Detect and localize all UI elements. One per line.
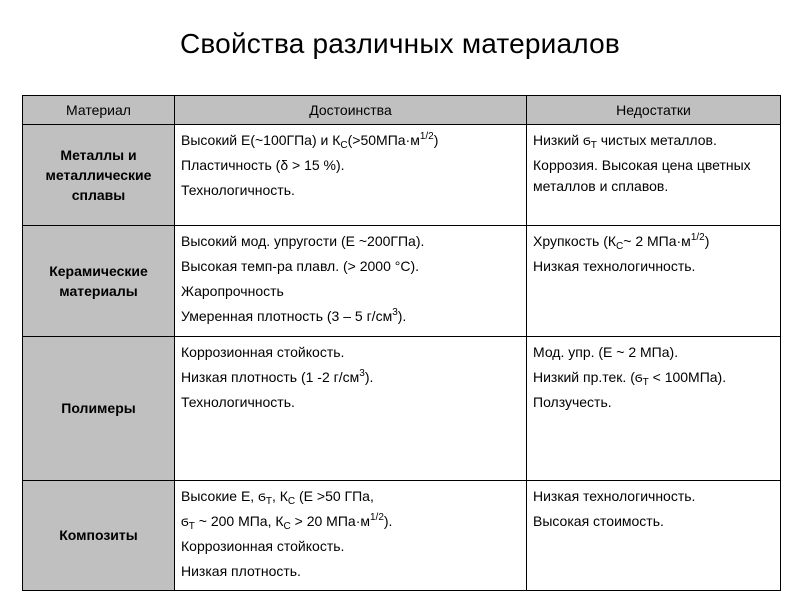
material-name-line: Керамические xyxy=(49,262,148,279)
text-run: Высокий Е(~100ГПа) и К xyxy=(181,132,341,148)
text-run: чистых металлов. xyxy=(596,132,717,148)
text-run: Технологичность. xyxy=(181,182,295,198)
disadvantage-item xyxy=(533,392,774,413)
disadvantage-item xyxy=(533,256,774,277)
text-run: (>50МПа·м xyxy=(347,132,420,148)
text-run: , К xyxy=(271,488,288,504)
text-run: Ползучесть. xyxy=(533,394,612,410)
advantage-item xyxy=(181,561,520,582)
text-run: Высокая стоимость. xyxy=(533,513,664,529)
disadvantage-item xyxy=(533,231,774,252)
text-run: Низкая технологичность. xyxy=(533,488,696,504)
disadvantages-cell xyxy=(527,481,781,591)
subscript-text: С xyxy=(287,496,296,507)
text-run: ) xyxy=(704,233,710,249)
subscript-text: С xyxy=(340,140,348,151)
advantages-cell xyxy=(175,337,527,481)
advantage-item xyxy=(181,367,520,388)
disadvantages-cell xyxy=(527,226,781,337)
header-material: Материал xyxy=(23,96,175,125)
material-cell xyxy=(23,226,175,337)
material-cell xyxy=(23,481,175,591)
text-run: ). xyxy=(383,513,393,529)
disadvantages-cell xyxy=(527,337,781,481)
advantage-item xyxy=(181,392,520,413)
text-run: Высокая темп-ра плавл. (> 2000 °С). xyxy=(181,258,420,274)
material-name-line: Металлы и xyxy=(60,146,137,163)
advantage-item xyxy=(181,536,520,557)
advantage-item xyxy=(181,180,520,201)
advantages-cell xyxy=(175,125,527,226)
text-run: Низкий ϭ xyxy=(533,132,591,148)
advantage-item xyxy=(181,281,520,302)
subscript-text: С xyxy=(283,521,291,532)
text-run: Умеренная плотность (3 – 5 г/см xyxy=(181,308,393,324)
text-run: Низкая плотность. xyxy=(181,563,301,579)
subscript-text: С xyxy=(616,241,624,252)
disadvantage-item xyxy=(533,367,774,388)
text-run: Коррозия. Высокая цена цветных металлов и сплавов. xyxy=(533,157,751,194)
header-disadvantages: Недостатки xyxy=(527,96,781,125)
advantage-item xyxy=(181,130,520,151)
text-run: Высокие Е, ϭ xyxy=(181,488,266,504)
disadvantage-item xyxy=(533,155,774,197)
table-header-row xyxy=(23,96,781,125)
table-row xyxy=(23,337,781,481)
superscript-text: 3 xyxy=(359,368,365,379)
text-run: Хрупкость (К xyxy=(533,233,617,249)
disadvantage-item xyxy=(533,486,774,507)
material-name-line: Композиты xyxy=(59,527,138,543)
advantage-item xyxy=(181,511,520,532)
text-run: Низкая плотность (1 -2 г/см xyxy=(181,369,360,385)
advantage-item xyxy=(181,231,520,252)
header-advantages: Достоинства xyxy=(175,96,527,125)
superscript-text: 3 xyxy=(392,307,398,318)
text-run: Коррозионная стойкость. xyxy=(181,538,345,554)
disadvantage-item xyxy=(533,511,774,532)
material-name-line: металлические xyxy=(45,166,152,183)
text-run: Пластичность (δ > 15 %). xyxy=(181,157,345,173)
subscript-text: Т xyxy=(642,377,649,388)
material-cell xyxy=(23,125,175,226)
text-run: Жаропрочность xyxy=(181,283,284,299)
text-run: Технологичность. xyxy=(181,394,295,410)
material-cell xyxy=(23,337,175,481)
superscript-text: 1/2 xyxy=(419,131,434,142)
materials-table xyxy=(22,95,781,591)
disadvantage-item xyxy=(533,130,774,151)
superscript-text: 1/2 xyxy=(690,232,705,243)
disadvantages-cell xyxy=(527,125,781,226)
advantages-cell xyxy=(175,481,527,591)
text-run: ). xyxy=(397,308,407,324)
table-row xyxy=(23,481,781,591)
text-run: Коррозионная стойкость. xyxy=(181,344,345,360)
advantage-item xyxy=(181,256,520,277)
subscript-text: Т xyxy=(265,496,272,507)
table-row xyxy=(23,125,781,226)
text-run: ) xyxy=(433,132,439,148)
text-run: < 100МПа). xyxy=(648,369,727,385)
text-run: ϭ xyxy=(181,513,189,529)
text-run: Высокий мод. упругости (Е ~200ГПа). xyxy=(181,233,425,249)
table-row xyxy=(23,226,781,337)
advantage-item xyxy=(181,342,520,363)
text-run: > 20 МПа·м xyxy=(290,513,370,529)
text-run: ~ 200 МПа, К xyxy=(194,513,284,529)
advantage-item xyxy=(181,155,520,176)
advantages-cell xyxy=(175,226,527,337)
advantage-item xyxy=(181,306,520,327)
text-run: (Е >50 ГПа, xyxy=(295,488,374,504)
text-run: Низкая технологичность. xyxy=(533,258,696,274)
superscript-text: 1/2 xyxy=(369,512,384,523)
material-name-line: сплавы xyxy=(71,186,126,203)
text-run: Низкий пр.тек. (ϭ xyxy=(533,369,643,385)
disadvantage-item xyxy=(533,342,774,363)
text-run: ). xyxy=(364,369,374,385)
subscript-text: Т xyxy=(590,140,597,151)
text-run: Мод. упр. (Е ~ 2 МПа). xyxy=(533,344,679,360)
material-name-line: материалы xyxy=(59,282,138,299)
advantage-item xyxy=(181,486,520,507)
subscript-text: Т xyxy=(188,521,195,532)
material-name-line: Полимеры xyxy=(61,400,136,416)
slide-title: Свойства различных материалов xyxy=(180,28,620,59)
text-run: ~ 2 МПа·м xyxy=(623,233,691,249)
